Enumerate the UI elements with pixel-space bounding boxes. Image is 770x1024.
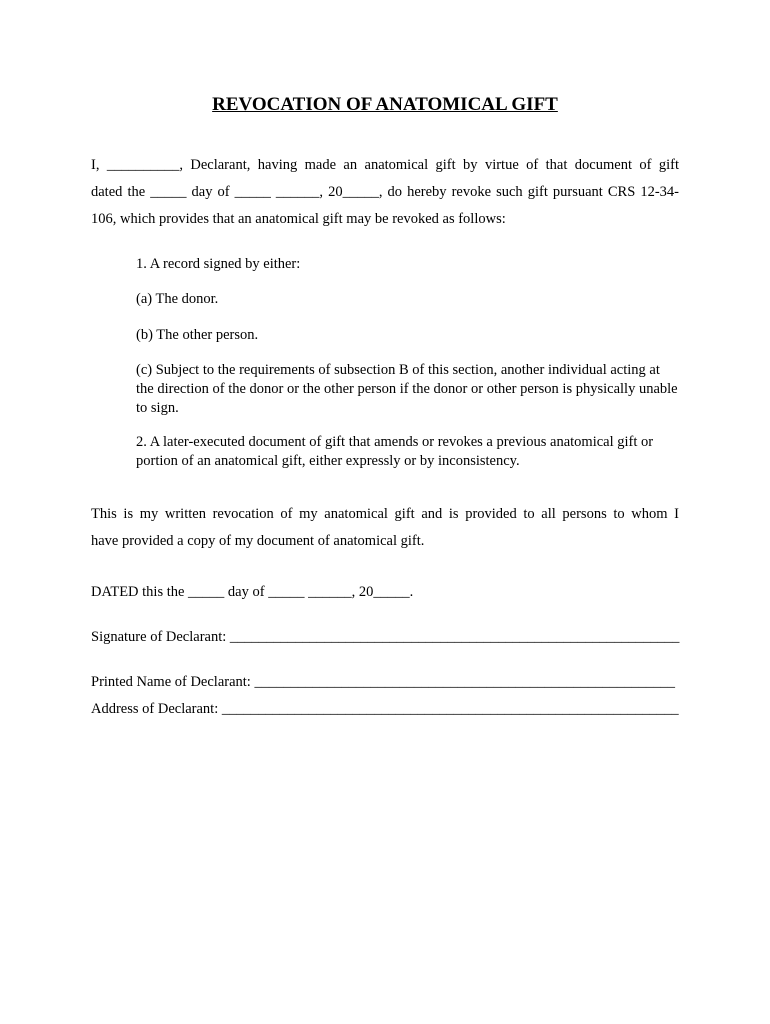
closing-paragraph [91,501,679,555]
list-item-subsection-b: (c) Subject to the requirements of subsection B of this section, another individual acting at the direction of the donor or the other person if the donor or other person is physically unable to sign. [136,362,678,416]
list-item-other-person: (b) The other person. [136,327,259,343]
intro-line-3: 106, which provides that an anatomical gift may be revoked as follows: [91,211,506,227]
closing-line-1: This is my written revocation of my anatomical gift and is provided to all persons to whom I [91,506,679,522]
printed-name-line: Printed Name of Declarant: __________________________________________________________ [91,674,675,690]
address-line: Address of Declarant: _______________________________________________________________ [91,701,679,717]
document-title: REVOCATION OF ANATOMICAL GIFT [212,94,558,115]
dated-line: DATED this the _____ day of _____ ______, 20_____. [91,584,414,600]
intro-line-1: I, __________, Declarant, having made an anatomical gift by virtue of that document of gift [91,157,679,173]
list-item-later-executed: 2. A later-executed document of gift that amends or revokes a previous anatomical gift or portion of an anatomical gift, either expressly or by inconsistency. [136,434,654,469]
intro-line-2: dated the _____ day of _____ ______, 20_____, do hereby revoke such gift pursuant CRS 12-34- [91,184,679,200]
list-item-donor: (a) The donor. [136,291,219,307]
closing-line-2: have provided a copy of my document of anatomical gift. [91,533,425,549]
signature-line: Signature of Declarant: ______________________________________________________________ [91,629,680,645]
list-item-record-signed: 1. A record signed by either: [136,256,301,272]
intro-paragraph [91,152,679,233]
